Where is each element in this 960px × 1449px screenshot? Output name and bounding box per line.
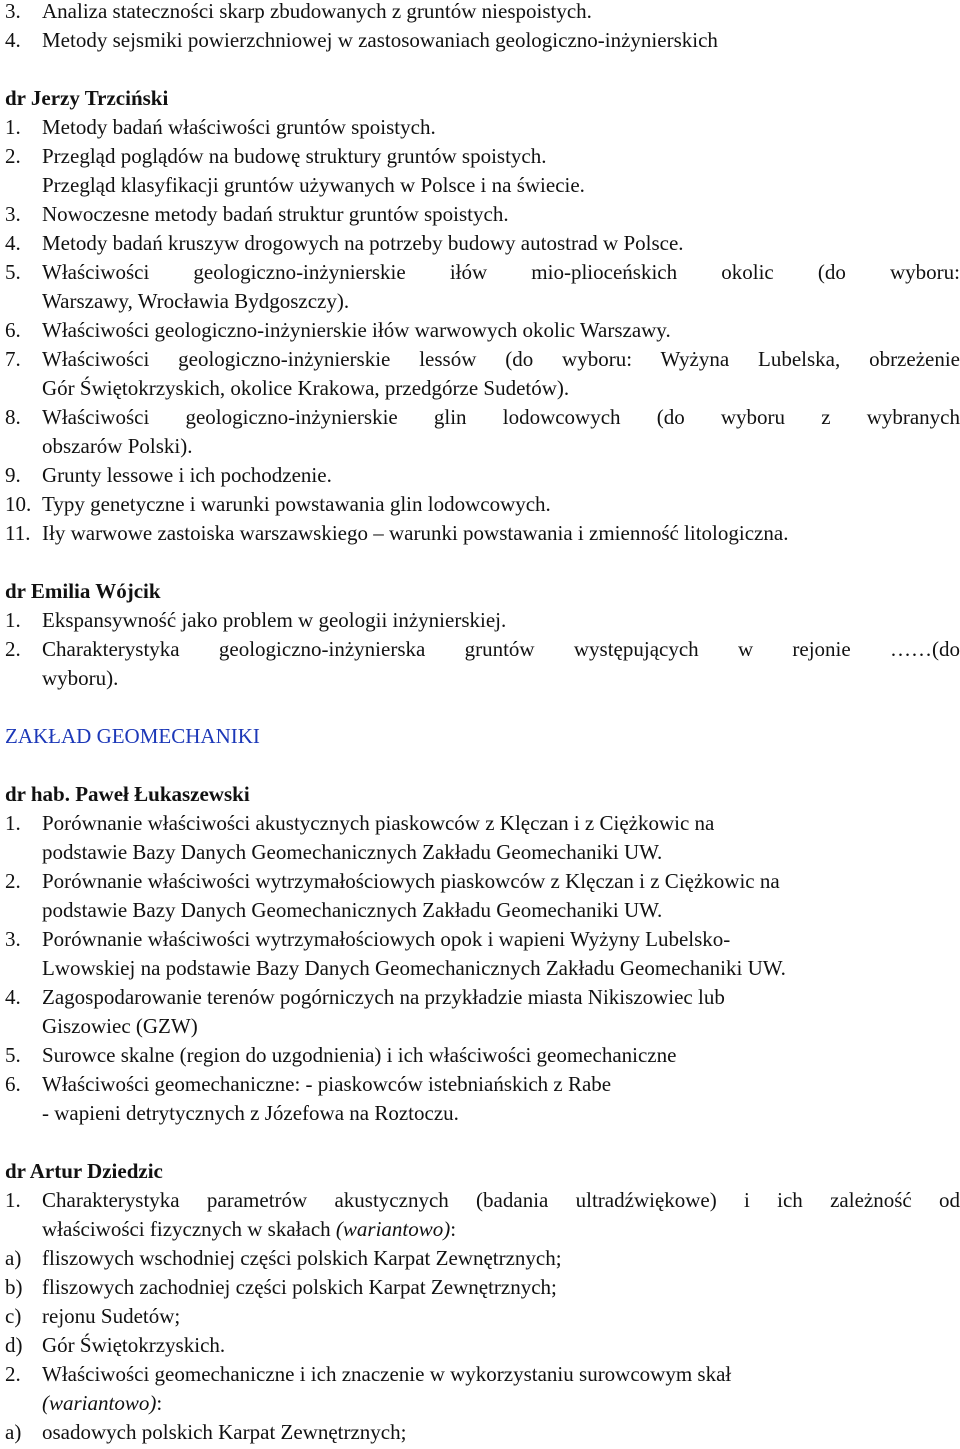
- item-text: wyboru).: [42, 666, 119, 690]
- item-text-tail: :: [450, 1217, 457, 1241]
- item-text: Ekspansywność jako problem w geologii inżynierskiej.: [42, 608, 507, 632]
- item-number: 5.: [5, 260, 21, 284]
- author-heading: dr hab. Paweł Łukaszewski: [5, 782, 250, 806]
- section-title: ZAKŁAD GEOMECHANIKI: [5, 724, 260, 748]
- item-text: Surowce skalne (region do uzgodnienia) i ich właściwości geomechaniczne: [42, 1043, 677, 1067]
- item-text: Przegląd klasyfikacji gruntów używanych w Polsce i na świecie.: [42, 173, 585, 197]
- item-text-part: właściwości fizycznych w skałach: [42, 1217, 336, 1241]
- author-heading: dr Emilia Wójcik: [5, 579, 161, 603]
- item-text: Porównanie właściwości wytrzymałościowych piaskowców z Klęczan i z Ciężkowic na: [42, 869, 780, 893]
- item-text: Iły warwowe zastoiska warszawskiego – warunki powstawania i zmienność litologiczna.: [42, 521, 789, 545]
- item-number: 6.: [5, 1072, 21, 1096]
- item-number: 9.: [5, 463, 21, 487]
- item-text: Warszawy, Wrocławia Bydgoszczy).: [42, 289, 350, 313]
- item-text: obszarów Polski).: [42, 434, 193, 458]
- item-text: Właściwości geomechaniczne: - piaskowców istebniańskich z Rabe: [42, 1072, 612, 1096]
- item-number: 3.: [5, 202, 21, 226]
- item-number: 6.: [5, 318, 21, 342]
- item-letter: a): [5, 1246, 22, 1270]
- item-text: Charakterystyka parametrów akustycznych (badania ultradźwiękowe) i ich zależność od: [42, 1188, 960, 1212]
- item-number: 1.: [5, 1188, 21, 1212]
- item-text: Giszowiec (GZW): [42, 1014, 198, 1038]
- item-number: 3.: [5, 927, 21, 951]
- item-text: Właściwości geologiczno-inżynierskie glin lodowcowych (do wyboru z wybranych: [42, 405, 960, 429]
- item-text: Nowoczesne metody badań struktur gruntów spoistych.: [42, 202, 509, 226]
- item-text-tail: :: [156, 1391, 163, 1415]
- item-text-italic: (wariantowo): [42, 1391, 157, 1415]
- item-text: Zagospodarowanie terenów pogórniczych na przykładzie miasta Nikiszowiec lub: [42, 985, 725, 1009]
- item-text: Właściwości geologiczno-inżynierskie iłów warwowych okolic Warszawy.: [42, 318, 671, 342]
- item-text: Metody badań właściwości gruntów spoistych.: [42, 115, 436, 139]
- item-number: 1.: [5, 115, 21, 139]
- item-text: [42, 1389, 162, 1418]
- item-number: 7.: [5, 347, 21, 371]
- item-letter: c): [5, 1304, 22, 1328]
- item-number: 10.: [5, 492, 32, 516]
- item-text: osadowych polskich Karpat Zewnętrznych;: [42, 1420, 407, 1444]
- item-text: Typy genetyczne i warunki powstawania glin lodowcowych.: [42, 492, 551, 516]
- item-text: Właściwości geologiczno-inżynierskie lessów (do wyboru: Wyżyna Lubelska, obrzeżenie: [42, 347, 960, 371]
- item-text: Porównanie właściwości akustycznych piaskowców z Klęczan i z Ciężkowic na: [42, 811, 715, 835]
- item-text: Przegląd poglądów na budowę struktury gruntów spoistych.: [42, 144, 547, 168]
- item-number: 4.: [5, 231, 21, 255]
- item-letter: a): [5, 1420, 22, 1444]
- item-text: Charakterystyka geologiczno-inżynierska gruntów występujących w rejonie ……(do: [42, 637, 960, 661]
- author-heading: dr Jerzy Trzciński: [5, 86, 169, 110]
- item-number: 1.: [5, 608, 21, 632]
- item-text: fliszowych zachodniej części polskich Karpat Zewnętrznych;: [42, 1275, 557, 1299]
- item-number: 2.: [5, 869, 21, 893]
- item-number: 2.: [5, 637, 21, 661]
- item-text: fliszowych wschodniej części polskich Karpat Zewnętrznych;: [42, 1246, 562, 1270]
- item-text: podstawie Bazy Danych Geomechanicznych Zakładu Geomechaniki UW.: [42, 898, 663, 922]
- item-number: 2.: [5, 1362, 21, 1386]
- item-text: Właściwości geomechaniczne i ich znaczenie w wykorzystaniu surowcowym skał: [42, 1362, 732, 1386]
- item-text: Porównanie właściwości wytrzymałościowych opok i wapieni Wyżyny Lubelsko-: [42, 927, 731, 951]
- item-letter: b): [5, 1275, 23, 1299]
- author-heading: dr Artur Dziedzic: [5, 1159, 163, 1183]
- item-text: rejonu Sudetów;: [42, 1304, 181, 1328]
- item-letter: d): [5, 1333, 23, 1357]
- item-text: Metody badań kruszyw drogowych na potrzeby budowy autostrad w Polsce.: [42, 231, 684, 255]
- item-text: Analiza stateczności skarp zbudowanych z gruntów niespoistych.: [42, 0, 592, 23]
- item-number: 2.: [5, 144, 21, 168]
- item-text: Właściwości geologiczno-inżynierskie iłów mio-plioceńskich okolic (do wyboru:: [42, 260, 960, 284]
- item-text: - wapieni detrytycznych z Józefowa na Roztoczu.: [42, 1101, 459, 1125]
- item-number: 3.: [5, 0, 21, 23]
- item-text: Gór Świętokrzyskich.: [42, 1333, 226, 1357]
- item-text: Metody sejsmiki powierzchniowej w zastosowaniach geologiczno-inżynierskich: [42, 28, 718, 52]
- item-text: Lwowskiej na podstawie Bazy Danych Geomechanicznych Zakładu Geomechaniki UW.: [42, 956, 786, 980]
- item-number: 8.: [5, 405, 21, 429]
- item-text-italic: (wariantowo): [335, 1217, 451, 1241]
- item-text: Gór Świętokrzyskich, okolice Krakowa, przedgórze Sudetów).: [42, 376, 570, 400]
- item-text: [42, 1215, 456, 1244]
- item-text: Grunty lessowe i ich pochodzenie.: [42, 463, 332, 487]
- item-number: 11.: [5, 521, 31, 545]
- item-number: 4.: [5, 985, 21, 1009]
- item-text: podstawie Bazy Danych Geomechanicznych Zakładu Geomechaniki UW.: [42, 840, 663, 864]
- item-number: 1.: [5, 811, 21, 835]
- item-number: 5.: [5, 1043, 21, 1067]
- item-number: 4.: [5, 28, 21, 52]
